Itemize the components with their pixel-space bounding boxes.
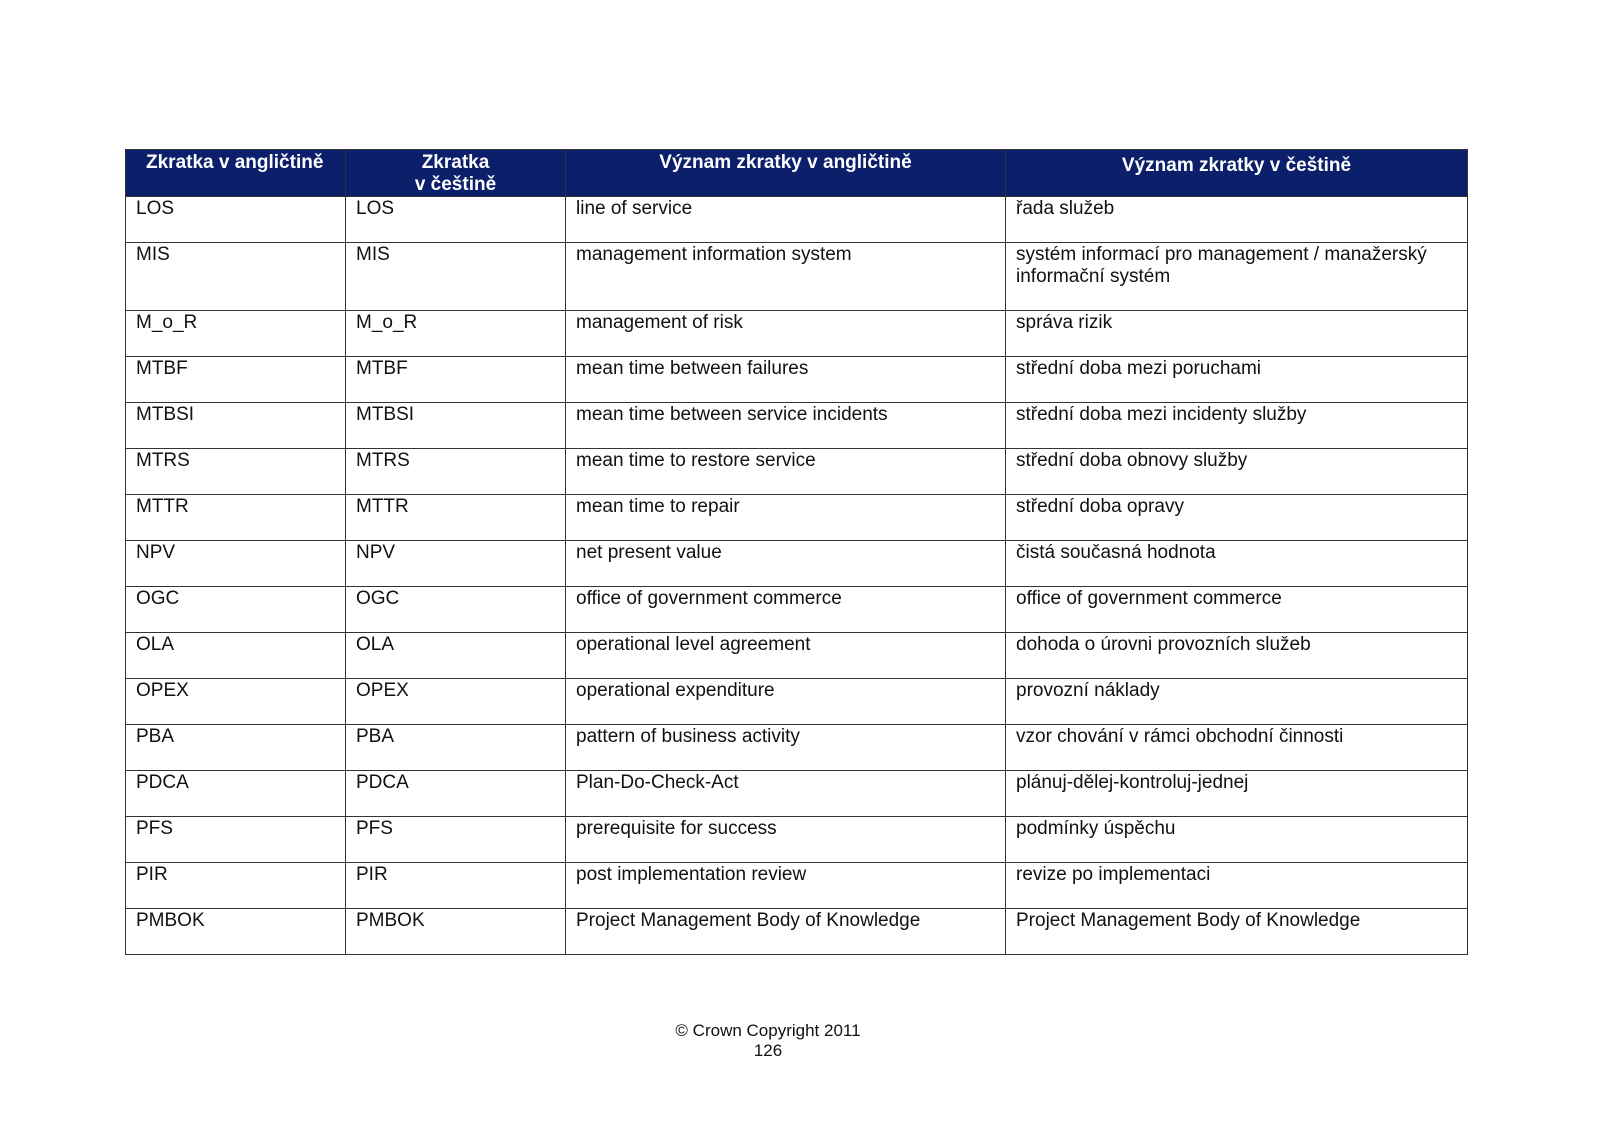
cell-abbrev-en: LOS [126,197,346,243]
table-row [126,495,1468,541]
header-meaning-cz: Význam zkratky v češtině [1006,150,1468,197]
page-number: 126 [753,1041,783,1060]
cell-meaning-cz: podmínky úspěchu [1006,817,1468,863]
table-row [126,771,1468,817]
cell-abbrev-cz: PMBOK [346,909,566,955]
cell-abbrev-en: NPV [126,541,346,587]
cell-abbrev-en: MTBSI [126,403,346,449]
cell-abbrev-cz: MTBSI [346,403,566,449]
header-abbrev-cz-label: Zkratka v češtině [414,152,497,195]
cell-abbrev-en: PFS [126,817,346,863]
table-row [126,311,1468,357]
cell-meaning-en: office of government commerce [566,587,1006,633]
cell-meaning-cz: střední doba opravy [1006,495,1468,541]
cell-meaning-en: post implementation review [566,863,1006,909]
cell-abbrev-en: M_o_R [126,311,346,357]
cell-meaning-en: management of risk [566,311,1006,357]
cell-meaning-en: operational level agreement [566,633,1006,679]
cell-abbrev-cz: MIS [346,243,566,311]
cell-abbrev-cz: LOS [346,197,566,243]
cell-abbrev-cz: PBA [346,725,566,771]
page-footer [0,1021,1536,1061]
cell-meaning-en: management information system [566,243,1006,311]
table-row [126,541,1468,587]
cell-abbrev-cz: PFS [346,817,566,863]
cell-abbrev-en: MTBF [126,357,346,403]
cell-meaning-cz: office of government commerce [1006,587,1468,633]
cell-meaning-cz: revize po implementaci [1006,863,1468,909]
cell-abbrev-en: MTRS [126,449,346,495]
cell-meaning-cz: systém informací pro management / manažerský informační systém [1006,243,1468,311]
table-row [126,449,1468,495]
table-row [126,725,1468,771]
cell-meaning-en: pattern of business activity [566,725,1006,771]
cell-meaning-en: Project Management Body of Knowledge [566,909,1006,955]
cell-abbrev-en: OPEX [126,679,346,725]
table-row [126,587,1468,633]
cell-meaning-cz: provozní náklady [1006,679,1468,725]
cell-meaning-cz: plánuj-dělej-kontroluj-jednej [1006,771,1468,817]
cell-abbrev-cz: PDCA [346,771,566,817]
cell-abbrev-cz: M_o_R [346,311,566,357]
cell-meaning-cz: střední doba mezi poruchami [1006,357,1468,403]
cell-meaning-cz: čistá současná hodnota [1006,541,1468,587]
cell-abbrev-cz: NPV [346,541,566,587]
cell-meaning-cz: řada služeb [1006,197,1468,243]
cell-meaning-en: line of service [566,197,1006,243]
cell-meaning-en: net present value [566,541,1006,587]
table-row [126,357,1468,403]
cell-meaning-cz: dohoda o úrovni provozních služeb [1006,633,1468,679]
cell-abbrev-en: PMBOK [126,909,346,955]
cell-abbrev-en: PDCA [126,771,346,817]
cell-meaning-en: operational expenditure [566,679,1006,725]
cell-meaning-cz: Project Management Body of Knowledge [1006,909,1468,955]
cell-abbrev-cz: MTTR [346,495,566,541]
table-row [126,403,1468,449]
table-row [126,817,1468,863]
table-body [126,197,1468,955]
cell-abbrev-en: PBA [126,725,346,771]
cell-meaning-cz: správa rizik [1006,311,1468,357]
table-row [126,679,1468,725]
cell-meaning-en: mean time between service incidents [566,403,1006,449]
cell-meaning-en: prerequisite for success [566,817,1006,863]
glossary-table [125,149,1468,955]
cell-abbrev-en: OLA [126,633,346,679]
table-row [126,909,1468,955]
cell-abbrev-cz: OPEX [346,679,566,725]
cell-abbrev-cz: MTBF [346,357,566,403]
cell-abbrev-en: PIR [126,863,346,909]
cell-abbrev-cz: MTRS [346,449,566,495]
table-row [126,633,1468,679]
cell-meaning-en: mean time between failures [566,357,1006,403]
cell-meaning-cz: střední doba mezi incidenty služby [1006,403,1468,449]
cell-abbrev-cz: OLA [346,633,566,679]
cell-abbrev-cz: OGC [346,587,566,633]
header-row [126,150,1468,197]
cell-abbrev-en: MTTR [126,495,346,541]
cell-abbrev-cz: PIR [346,863,566,909]
cell-meaning-cz: vzor chování v rámci obchodní činnosti [1006,725,1468,771]
cell-meaning-en: mean time to repair [566,495,1006,541]
cell-abbrev-en: MIS [126,243,346,311]
header-meaning-en: Význam zkratky v angličtině [566,150,1006,197]
cell-meaning-en: mean time to restore service [566,449,1006,495]
table-row [126,863,1468,909]
table-header [126,150,1468,197]
table-row [126,197,1468,243]
copyright-text: © Crown Copyright 2011 [675,1021,861,1040]
cell-meaning-en: Plan-Do-Check-Act [566,771,1006,817]
cell-meaning-cz: střední doba obnovy služby [1006,449,1468,495]
header-abbrev-en: Zkratka v angličtině [126,150,346,197]
table-row [126,243,1468,311]
header-abbrev-cz [346,150,566,197]
cell-abbrev-en: OGC [126,587,346,633]
